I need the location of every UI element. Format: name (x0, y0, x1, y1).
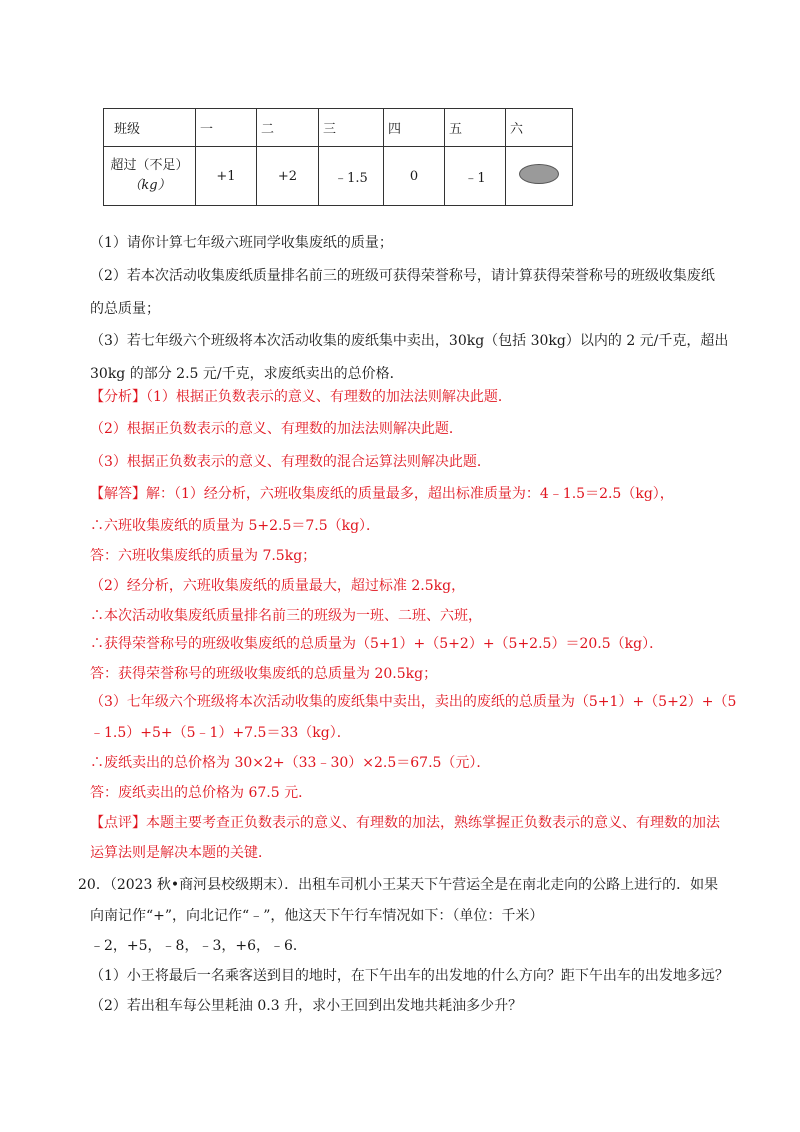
solution-10: ∴废纸卖出的总价格为 30×2+（33﹣30）×2.5＝67.5（元）． (90, 755, 491, 771)
header-class-5: 五 (445, 109, 506, 147)
table-value-row (104, 147, 573, 206)
header-class-1: 一 (196, 109, 257, 147)
problem-20-line1: 20．（2023 秋•商河县校级期末）．出租车司机小王某天下午营运全是在南北走向的公路上进行的．如果 (78, 877, 719, 893)
header-class-6: 六 (506, 109, 573, 147)
solution-11: 答：废纸卖出的总价格为 67.5 元． (90, 785, 313, 801)
row-label-line1: 超过（不足） (110, 158, 189, 173)
analysis-3: （3）根据正负数表示的意义、有理数的混合运算法则解决此题． (90, 454, 491, 470)
solution-2: ∴六班收集废纸的质量为 5+2.5＝7.5（kg）． (90, 518, 381, 534)
problem-20-line5: （2）若出租车每公里耗油 0.3 升，求小王回到出发地共耗油多少升？ (90, 998, 523, 1014)
header-label: 班级 (114, 122, 141, 137)
value-class-4: 0 (384, 147, 445, 206)
problem-20-line2: 向南记作“+”，向北记作“﹣”，他这天下午行车情况如下：（单位：千米） (90, 908, 544, 924)
value-class-2: +2 (257, 147, 319, 206)
class-weight-table (103, 108, 573, 206)
value-class-1: +1 (196, 147, 257, 206)
solution-3: 答：六班收集废纸的质量为 7.5kg； (90, 548, 317, 564)
header-class-3: 三 (319, 109, 384, 147)
solution-7: 答：获得荣誉称号的班级收集废纸的总质量为 20.5kg； (90, 666, 438, 682)
problem-20-line4: （1）小王将最后一名乘客送到目的地时，在下午出车的出发地的什么方向？距下午出车的出发地多远？ (90, 968, 729, 984)
row-label-cell (104, 147, 196, 206)
header-class-4: 四 (384, 109, 445, 147)
question-2-line2: 的总质量； (90, 301, 160, 317)
header-class-2: 二 (257, 109, 319, 147)
question-2-line1: （2）若本次活动收集废纸质量排名前三的班级可获得荣誉称号，请计算获得荣誉称号的班级收集废纸 (90, 268, 715, 284)
value-class-3: ﹣1.5 (319, 147, 384, 206)
header-label-cell (104, 109, 196, 147)
question-3-line1: （3）若七年级六个班级将本次活动收集的废纸集中卖出，30kg（包括 30kg）以内的 2 元/千克，超出 (90, 333, 729, 349)
question-3-line2: 30kg 的部分 2.5 元/千克，求废纸卖出的总价格． (90, 366, 404, 382)
question-1: （1）请你计算七年级六班同学收集废纸的质量； (90, 235, 393, 251)
analysis-2: （2）根据正负数表示的意义、有理数的加法法则解决此题． (90, 421, 463, 437)
solution-6: ∴获得荣誉称号的班级收集废纸的总质量为（5+1）+（5+2）+（5+2.5）＝20.5（kg）． (90, 636, 664, 652)
value-class-6 (506, 147, 573, 206)
value-class-5: ﹣1 (445, 147, 506, 206)
solution-5: ∴本次活动收集废纸质量排名前三的班级为一班、二班、六班， (90, 608, 482, 624)
row-label-line2: （kg） (128, 178, 171, 193)
table-header-row (104, 109, 573, 147)
solution-4: （2）经分析，六班收集废纸的质量最大，超过标准 2.5kg， (90, 578, 466, 594)
solution-1: 【解答】解：（1）经分析，六班收集废纸的质量最多，超出标准质量为：4﹣1.5＝2.5（kg）， (90, 486, 674, 502)
solution-8: （3）七年级六个班级将本次活动收集的废纸集中卖出，卖出的废纸的总质量为（5+1）+（5+2）+（5 (90, 694, 737, 710)
comment-line2: 运算法则是解决本题的关键． (90, 845, 272, 861)
comment-line1: 【点评】本题主要考查正负数表示的意义、有理数的加法，熟练掌握正负数表示的意义、有理数的加法 (90, 815, 720, 831)
solution-9: ﹣1.5）+5+（5﹣1）+7.5＝33（kg）． (90, 725, 351, 741)
analysis-1: 【分析】（1）根据正负数表示的意义、有理数的加法法则解决此题． (90, 389, 512, 405)
problem-20-line3: ﹣2，+5，﹣8，﹣3，+6，﹣6． (90, 938, 307, 954)
ink-blot-icon (519, 164, 559, 184)
